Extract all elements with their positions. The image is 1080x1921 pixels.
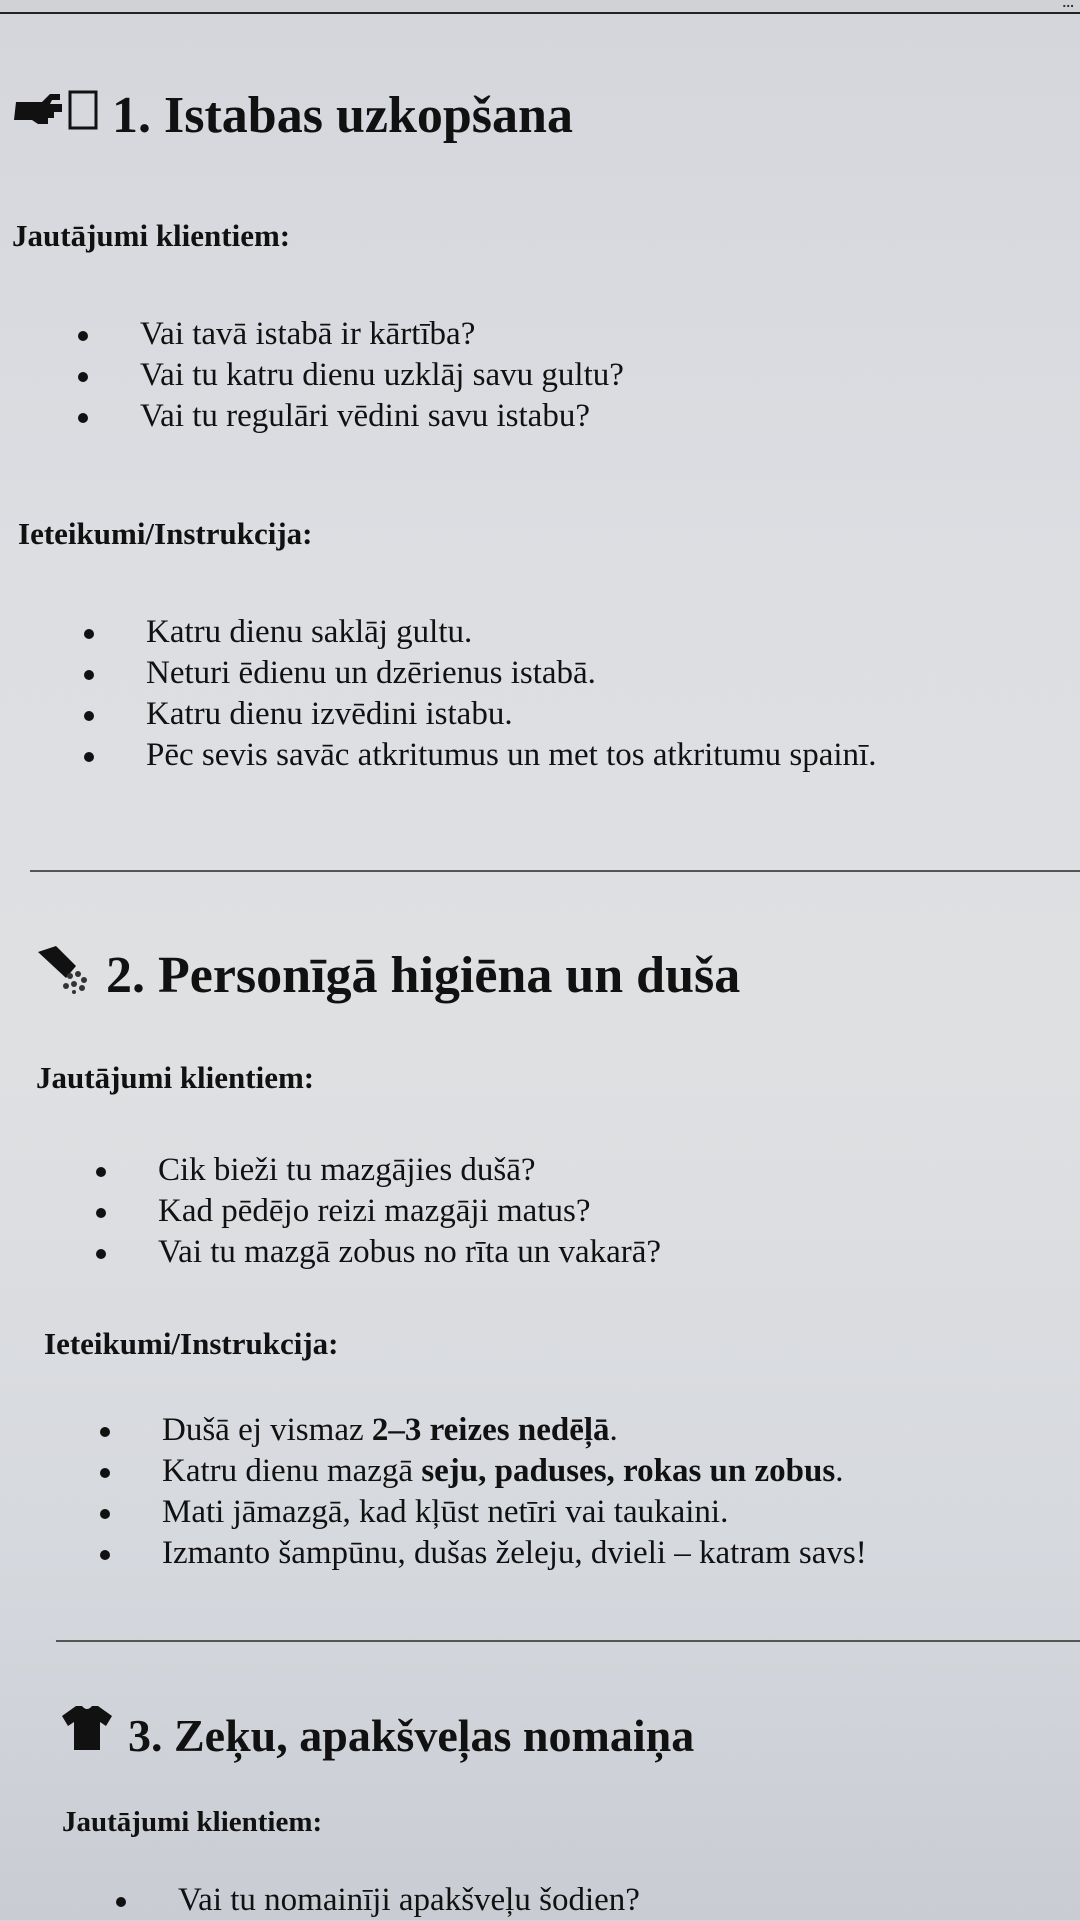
section-divider: [30, 870, 1080, 872]
list-item: Neturi ēdienu un dzērienus istabā.: [146, 653, 876, 694]
tip-emphasis: 2–3 reizes nedēļā: [371, 1412, 610, 1448]
list-item: Kad pēdējo reizi mazgāji matus?: [158, 1191, 661, 1232]
tip-text: Izmanto šampūnu, dušas želeju, dvieli – katram savs!: [162, 1535, 867, 1571]
section-room-cleaning: [0, 86, 1080, 773]
list-item: Vai tu katru dienu uzklāj savu gultu?: [140, 355, 624, 396]
tip-emphasis: seju, paduses, rokas un zobus: [421, 1453, 836, 1489]
tips-list: [162, 1410, 867, 1574]
tshirt-icon: [60, 1704, 114, 1767]
questions-list: [140, 314, 624, 437]
list-item: Katru dienu saklāj gultu.: [146, 612, 876, 653]
questions-heading: Jautājumi klientiem:: [36, 1060, 315, 1095]
top-edge-bar: [0, 0, 1080, 14]
tips-list: [146, 612, 876, 776]
list-item: Katru dienu izvēdini istabu.: [146, 694, 876, 735]
tip-text: Katru dienu mazgā: [162, 1453, 422, 1489]
tip-text: Dušā ej vismaz: [162, 1412, 372, 1448]
section-title-text: 1. Istabas uzkopšana: [112, 87, 573, 144]
hand-pointing-icon: [14, 86, 98, 146]
list-item: Pēc sevis savāc atkritumus un met tos atkritumu spainī.: [146, 735, 876, 776]
tips-heading: Ieteikumi/Instrukcija:: [18, 516, 313, 551]
tips-heading: Ieteikumi/Instrukcija:: [44, 1326, 339, 1361]
section-title: [36, 944, 1080, 1008]
list-item: Vai tu nomainīji apakšveļu šodien?: [178, 1880, 640, 1921]
section-divider: [56, 1640, 1080, 1642]
shower-icon: [36, 944, 92, 1008]
section-personal-hygiene: [0, 944, 1080, 1571]
questions-list: [158, 1150, 661, 1273]
list-item: Vai tavā istabā ir kārtība?: [140, 314, 624, 355]
tip-text: Mati jāmazgā, kad kļūst netīri vai taukaini.: [162, 1494, 729, 1530]
section-title: [60, 1704, 1080, 1767]
tip-text: .: [835, 1453, 844, 1489]
section-title-text: 3. Zeķu, apakšveļas nomaiņa: [128, 1709, 695, 1761]
list-item: [162, 1492, 867, 1533]
questions-heading: Jautājumi klientiem:: [62, 1806, 323, 1838]
list-item: Cik bieži tu mazgājies dušā?: [158, 1150, 661, 1191]
questions-list: [178, 1880, 640, 1921]
tip-text: .: [609, 1412, 618, 1448]
list-item: [162, 1451, 867, 1492]
section-title-text: 2. Personīgā higiēna un duša: [106, 947, 741, 1004]
list-item: [162, 1410, 867, 1451]
list-item: Vai tu regulāri vēdini savu istabu?: [140, 396, 624, 437]
list-item: [162, 1533, 867, 1574]
questions-heading: Jautājumi klientiem:: [12, 218, 291, 253]
section-title: [14, 86, 1080, 146]
section-socks-underwear: [0, 1704, 1080, 1918]
list-item: Vai tu mazgā zobus no rīta un vakarā?: [158, 1232, 661, 1273]
top-corner-text: ...: [1062, 0, 1074, 10]
